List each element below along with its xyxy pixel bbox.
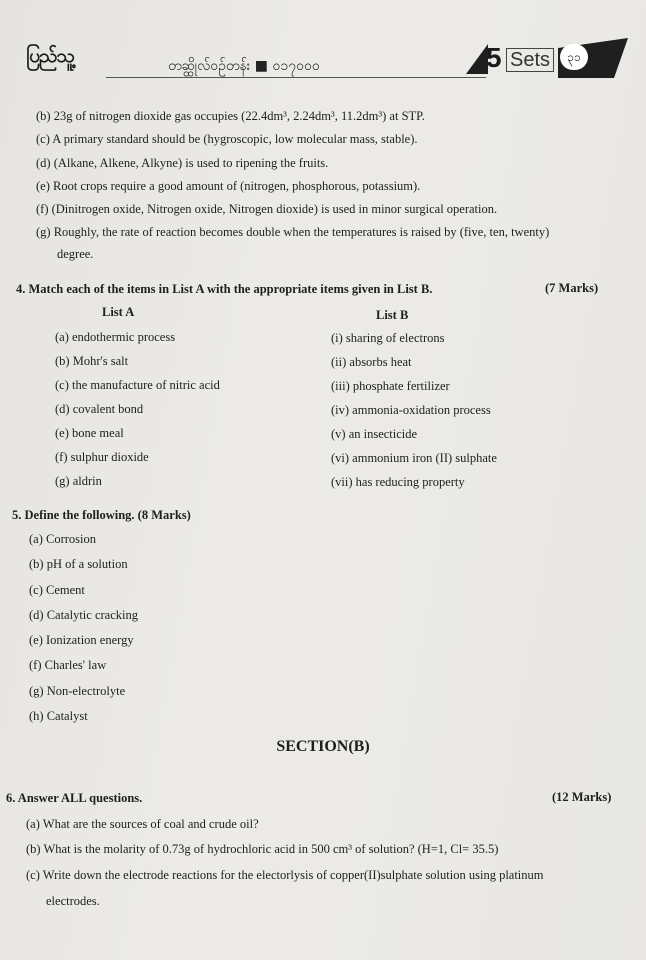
q3-item-d: (d) (Alkane, Alkene, Alkyne) is used to ripening the fruits. [36,156,329,170]
q5-item: (c) Cement [29,583,85,597]
publisher-logo: ပြည်သူ့ [26,45,74,67]
q6-item-c: (c) Write down the electrode reactions for the electorlysis of copper(II)sulphate solution using platinum [26,868,544,882]
page-header [0,30,646,90]
q6-item-c-cont: electrodes. [46,894,100,908]
page-number: ၃၁ [560,44,588,70]
list-b-item: (vi) ammonium iron (II) sulphate [331,451,497,465]
q3-item-e: (e) Root crops require a good amount of (nitrogen, phosphorous, potassium). [36,179,421,193]
q3-item-g-cont: degree. [57,247,94,261]
list-a-item: (e) bone meal [55,426,124,440]
list-a-item: (c) the manufacture of nitric acid [55,378,220,392]
list-a-item: (g) aldrin [55,474,102,488]
q5-question: 5. Define the following. (8 Marks) [12,508,191,522]
list-b-heading: List B [376,308,409,322]
q3-item-g: (g) Roughly, the rate of reaction becomes double when the temperatures is raised by (five, ten, twenty) [36,225,550,239]
list-b-item: (i) sharing of electrons [331,331,445,345]
q5-item: (d) Catalytic cracking [29,608,138,622]
header-title: တဆ္ထိုလ်ဝဉ်တန်း ■ ၀၁၇၀၀၀ [168,58,320,74]
q5-item: (b) pH of a solution [29,557,128,571]
sets-word: Sets [506,48,554,72]
q6-question: 6. Answer ALL questions. [6,791,143,805]
q5-item: (e) Ionization energy [29,633,134,647]
sets-label [486,44,556,74]
list-b-item: (iv) ammonia-oxidation process [331,403,491,417]
q6-item-b: (b) What is the molarity of 0.73g of hydrochloric acid in 500 cm³ of solution? (H=1, Cl= 35.5) [26,842,499,856]
q5-item: (h) Catalyst [29,709,88,723]
q3-item-b: (b) 23g of nitrogen dioxide gas occupies (22.4dm³, 2.24dm³, 11.2dm³) at STP. [36,109,425,123]
header-rule [106,77,486,78]
list-a-item: (a) endothermic process [55,330,176,344]
q6-item-a: (a) What are the sources of coal and crude oil? [26,817,259,831]
section-b-heading: SECTION(B) [276,738,370,755]
q5-item: (f) Charles' law [29,658,107,672]
q3-item-c: (c) A primary standard should be (hygroscopic, low molecular mass, stable). [36,132,418,146]
list-a-item: (f) sulphur dioxide [55,450,149,464]
q6-marks: (12 Marks) [552,790,612,804]
sets-number: 5 [486,42,502,73]
sets-wedge [466,44,488,74]
q4-marks: (7 Marks) [545,281,599,295]
q5-item: (g) Non-electrolyte [29,684,126,698]
list-b-item: (iii) phosphate fertilizer [331,379,450,393]
list-a-item: (b) Mohr's salt [55,354,129,368]
q5-item: (a) Corrosion [29,532,96,546]
list-b-item: (ii) absorbs heat [331,355,412,369]
q4-question: 4. Match each of the items in List A with the appropriate items given in List B. [16,282,433,296]
q3-item-f: (f) (Dinitrogen oxide, Nitrogen oxide, Nitrogen dioxide) is used in minor surgical operation. [36,202,498,216]
list-a-item: (d) covalent bond [55,402,144,416]
list-a-heading: List A [102,305,135,319]
list-b-item: (v) an insecticide [331,427,418,441]
list-b-item: (vii) has reducing property [331,475,465,489]
